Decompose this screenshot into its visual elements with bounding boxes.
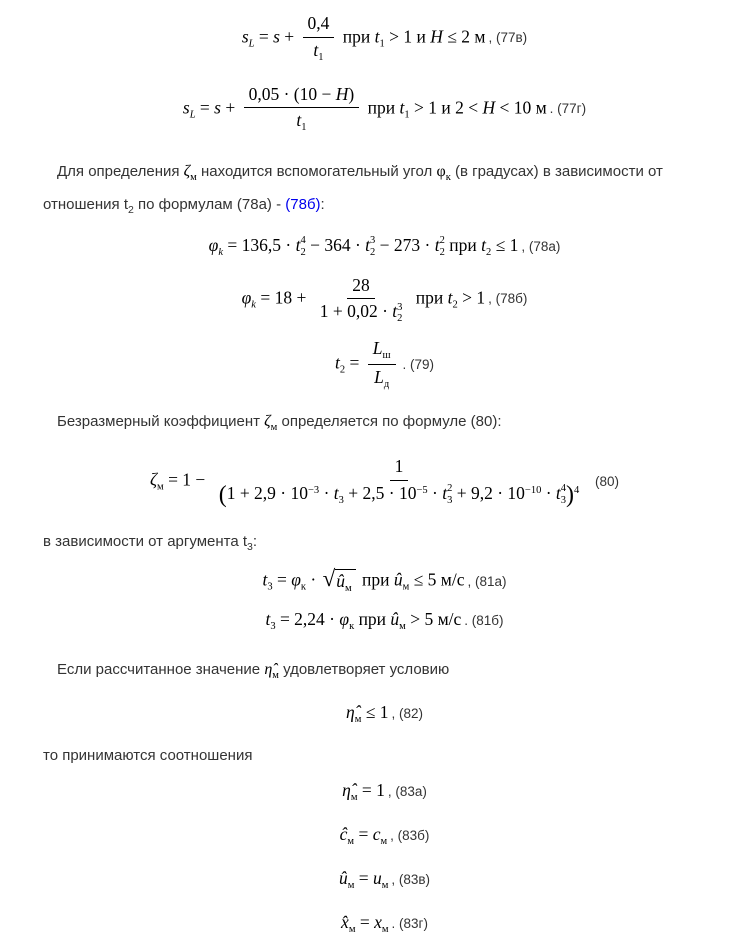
equation-number: . (77г) — [549, 101, 587, 117]
variable: φ — [339, 609, 350, 630]
variable: L — [372, 337, 383, 358]
equation-number: . (79) — [402, 356, 435, 372]
equation-number: , (78а) — [521, 238, 561, 254]
operator: ) — [348, 83, 355, 104]
variable: t — [392, 301, 398, 322]
variable: t — [434, 234, 440, 255]
operator: · — [306, 569, 321, 590]
subscript: м — [381, 879, 389, 891]
subscript: м — [381, 924, 389, 936]
equation-78b — [43, 274, 726, 325]
operator: ≤ 1 — [361, 702, 389, 723]
equation-77g — [43, 83, 726, 136]
variable: ζ — [183, 162, 191, 180]
body-text: : — [320, 195, 325, 213]
variable: t — [333, 482, 339, 503]
variable: ζ — [264, 413, 271, 431]
equation-number: , (82) — [391, 706, 423, 722]
subscript: м — [402, 581, 410, 593]
subscript: 3 — [247, 541, 253, 554]
inline-formula — [264, 661, 279, 682]
subscript: 2 — [439, 246, 445, 258]
body-text: удовлетворяет условию — [278, 661, 450, 679]
paragraph-phi-definition — [43, 158, 726, 224]
variable: ζ — [149, 469, 158, 490]
subscript: 2 — [370, 246, 376, 258]
body-text: : — [252, 533, 258, 551]
operator: ≤ 5 — [409, 569, 441, 590]
variable: t — [442, 482, 448, 503]
subscript: м — [270, 422, 278, 434]
superscript: 4 — [574, 484, 580, 496]
variable: s — [273, 26, 280, 47]
equation-79 — [43, 337, 726, 392]
subscript: м — [380, 835, 388, 847]
equation-number: , (83а) — [387, 783, 427, 799]
subscript: 2 — [339, 364, 346, 376]
subscript: 2 — [397, 313, 403, 325]
fraction-numerator — [368, 337, 396, 365]
formula-text: при — [363, 97, 400, 118]
fraction-denominator — [214, 481, 585, 508]
variable: t — [481, 234, 486, 255]
operator: 1 + 0,02 · — [319, 301, 393, 322]
operator: = 136,5 · — [223, 234, 296, 255]
fraction — [303, 12, 335, 65]
formula-text: при — [444, 234, 482, 255]
subscript: 3 — [338, 494, 344, 506]
fraction-numerator: 28 — [347, 274, 375, 300]
superscript: 3 — [370, 235, 376, 247]
variable: φ — [208, 234, 219, 255]
radical-sign: √ — [322, 566, 336, 592]
operator: > 1 — [457, 287, 486, 308]
superscript: −10 — [524, 484, 542, 496]
operator: > 1 — [409, 97, 442, 118]
fraction-numerator: 1 — [390, 455, 409, 481]
variable: s — [182, 97, 190, 118]
body-text: Безразмерный коэффициент — [57, 413, 265, 431]
operator: · — [541, 482, 556, 503]
subscript: м — [354, 714, 362, 726]
equation-number: . (83г) — [391, 916, 428, 932]
fraction-denominator — [369, 365, 394, 392]
operator: = 1 — [357, 779, 385, 800]
superscript: 2 — [439, 235, 445, 247]
subscript: м — [399, 621, 406, 633]
variable: û — [390, 609, 400, 630]
formula-text: при — [354, 609, 391, 630]
superscript: −3 — [308, 484, 320, 496]
formula-text: м — [535, 97, 547, 118]
equation-82 — [43, 701, 726, 727]
operator: 0,05 · (10 − — [248, 83, 336, 104]
operator: + — [279, 26, 299, 47]
variable: t — [365, 234, 371, 255]
operator: = — [345, 352, 364, 373]
variable: s — [241, 26, 249, 47]
fraction — [214, 455, 585, 508]
equation-83v — [43, 867, 726, 893]
fraction — [315, 274, 408, 325]
operator: ≤ 2 — [442, 26, 475, 47]
variable: ĉ — [339, 823, 348, 844]
variable: t — [555, 482, 561, 503]
subscript: м — [157, 481, 164, 493]
variable: L — [374, 367, 384, 388]
superscript: −5 — [416, 484, 428, 496]
variable: H — [430, 26, 443, 47]
subscript: м — [348, 924, 356, 936]
operator: = 2,24 · — [275, 609, 340, 630]
variable: η̂ — [264, 661, 273, 679]
operator: + 2,5 · 10 — [343, 482, 417, 503]
body-text: определяется по формуле (80): — [277, 413, 502, 431]
formula-text: и — [416, 26, 431, 47]
body-text: Если рассчитанное значение — [57, 661, 265, 679]
variable: s — [214, 97, 221, 118]
equation-83g — [43, 911, 726, 937]
operator: · — [427, 482, 443, 503]
fraction-denominator — [308, 38, 328, 65]
subscript: 2 — [128, 203, 134, 216]
superscript: 4 — [300, 235, 306, 247]
equation-83a — [43, 779, 726, 805]
open-paren: ( — [218, 481, 227, 508]
subscript: д — [383, 379, 390, 391]
subscript: ш — [382, 349, 391, 361]
formula-text: м/с — [437, 609, 462, 630]
body-text: по формулам (78а) - — [133, 195, 286, 213]
operator: < 10 — [495, 97, 536, 118]
fraction — [244, 83, 360, 136]
body-text: находится вспомогательный угол — [196, 162, 437, 180]
body-text: (в градусах) в зависимости от отношения t — [43, 162, 663, 213]
close-paren: ) — [566, 481, 575, 508]
variable: H — [482, 97, 496, 118]
operator: ≤ 1 — [491, 234, 519, 255]
variable: û — [338, 867, 348, 888]
subscript: м — [347, 879, 355, 891]
operator: = — [354, 867, 373, 888]
subscript: L — [248, 38, 255, 50]
variable: t — [447, 287, 453, 308]
superscript: 3 — [397, 301, 403, 313]
variable: t — [313, 39, 319, 60]
subscript: м — [272, 670, 279, 682]
variable: t — [265, 609, 271, 630]
equation-number: , (81а) — [467, 573, 507, 589]
formula-text: и 2 < — [441, 97, 483, 118]
variable: t — [296, 110, 302, 131]
subscript: 2 — [485, 246, 492, 258]
variable: c — [372, 823, 381, 844]
equation-number: , (83в) — [391, 871, 431, 887]
body-text: Для определения — [57, 162, 184, 180]
subscript: 1 — [318, 51, 324, 63]
operator: > 5 — [405, 609, 438, 630]
operator: − 273 · — [375, 234, 435, 255]
operator: = — [354, 823, 373, 844]
equation-number: , (83б) — [390, 827, 430, 843]
operator: = — [254, 26, 274, 47]
formula-text: при — [338, 26, 375, 47]
radicand — [335, 569, 355, 596]
variable: t — [295, 234, 301, 255]
operator: − 364 · — [305, 234, 366, 255]
formula-78b-link[interactable]: (78б) — [285, 195, 321, 213]
subscript: м — [350, 791, 358, 803]
inline-formula — [436, 162, 451, 183]
variable: x — [374, 912, 382, 933]
subscript: к — [445, 171, 451, 183]
equation-80 — [43, 455, 726, 508]
subscript: 3 — [447, 494, 453, 506]
formula-text: при — [411, 287, 448, 308]
variable: t — [262, 569, 268, 590]
subscript: 1 — [379, 38, 385, 50]
subscript: 3 — [270, 621, 276, 633]
operator: = — [272, 569, 292, 590]
operator: 1 + 2,9 · 10 — [226, 482, 309, 503]
fraction-numerator — [244, 83, 360, 109]
square-root — [323, 567, 356, 596]
paragraph-zeta-coefficient — [43, 408, 726, 441]
variable: u — [372, 867, 382, 888]
variable: t — [374, 26, 380, 47]
operator: · — [319, 482, 334, 503]
subscript: 2 — [452, 299, 458, 311]
subscript: k — [251, 299, 256, 311]
sub-sup-stack — [397, 302, 402, 325]
subscript: 2 — [300, 246, 306, 258]
operator: > 1 — [384, 26, 417, 47]
variable: t — [399, 97, 405, 118]
variable: φ — [291, 569, 301, 590]
equation-77v — [43, 12, 726, 65]
operator: = 1 − — [163, 469, 210, 490]
variable: x̂ — [341, 912, 349, 933]
equation-number: . (81б) — [464, 613, 504, 629]
body-text: в зависимости от аргумента t — [43, 533, 248, 551]
equation-number: , (78б) — [488, 291, 528, 307]
formula-text: м/с — [440, 569, 465, 590]
operator: = 18 + — [255, 287, 311, 308]
formula-text: при — [357, 569, 394, 590]
subscript: к — [300, 581, 307, 593]
variable: φ — [436, 162, 446, 180]
variable: φ — [241, 287, 252, 308]
variable: η̂ — [342, 779, 351, 800]
subscript: 1 — [404, 109, 410, 121]
equation-81b — [43, 608, 726, 634]
paragraph-relations — [43, 742, 726, 769]
variable: û — [336, 571, 345, 592]
variable: H — [335, 83, 349, 104]
equation-78a — [43, 234, 726, 260]
subscript: 1 — [301, 122, 307, 134]
equation-83b — [43, 823, 726, 849]
superscript: 4 — [560, 483, 567, 495]
operator: = — [195, 97, 215, 118]
subscript: L — [189, 109, 196, 121]
subscript: 3 — [267, 581, 273, 593]
equation-number: , (77в) — [488, 30, 528, 46]
fraction-denominator — [315, 299, 408, 325]
subscript: k — [218, 246, 223, 258]
operator: = — [355, 912, 375, 933]
subscript: м — [344, 583, 352, 595]
variable: t — [334, 352, 340, 373]
fraction — [368, 337, 396, 392]
fraction-numerator: 0,4 — [303, 12, 335, 38]
subscript: м — [347, 835, 355, 847]
inline-formula — [264, 413, 278, 434]
subscript: к — [349, 621, 355, 633]
equation-number: (80) — [591, 473, 620, 489]
operator: + — [220, 97, 240, 118]
inline-formula — [183, 162, 197, 183]
operator: + 9,2 · 10 — [452, 482, 525, 503]
subscript: 3 — [560, 494, 567, 506]
superscript: 2 — [447, 483, 453, 495]
paragraph-eta-condition — [43, 656, 726, 689]
variable: û — [393, 569, 403, 590]
variable: η̂ — [346, 702, 355, 723]
subscript: м — [190, 171, 197, 183]
paragraph-argument-t3 — [43, 528, 726, 561]
equation-81a — [43, 567, 726, 596]
formula-text: м — [474, 26, 486, 47]
fraction-denominator — [291, 108, 311, 135]
body-text: то принимаются соотношения — [43, 746, 253, 764]
